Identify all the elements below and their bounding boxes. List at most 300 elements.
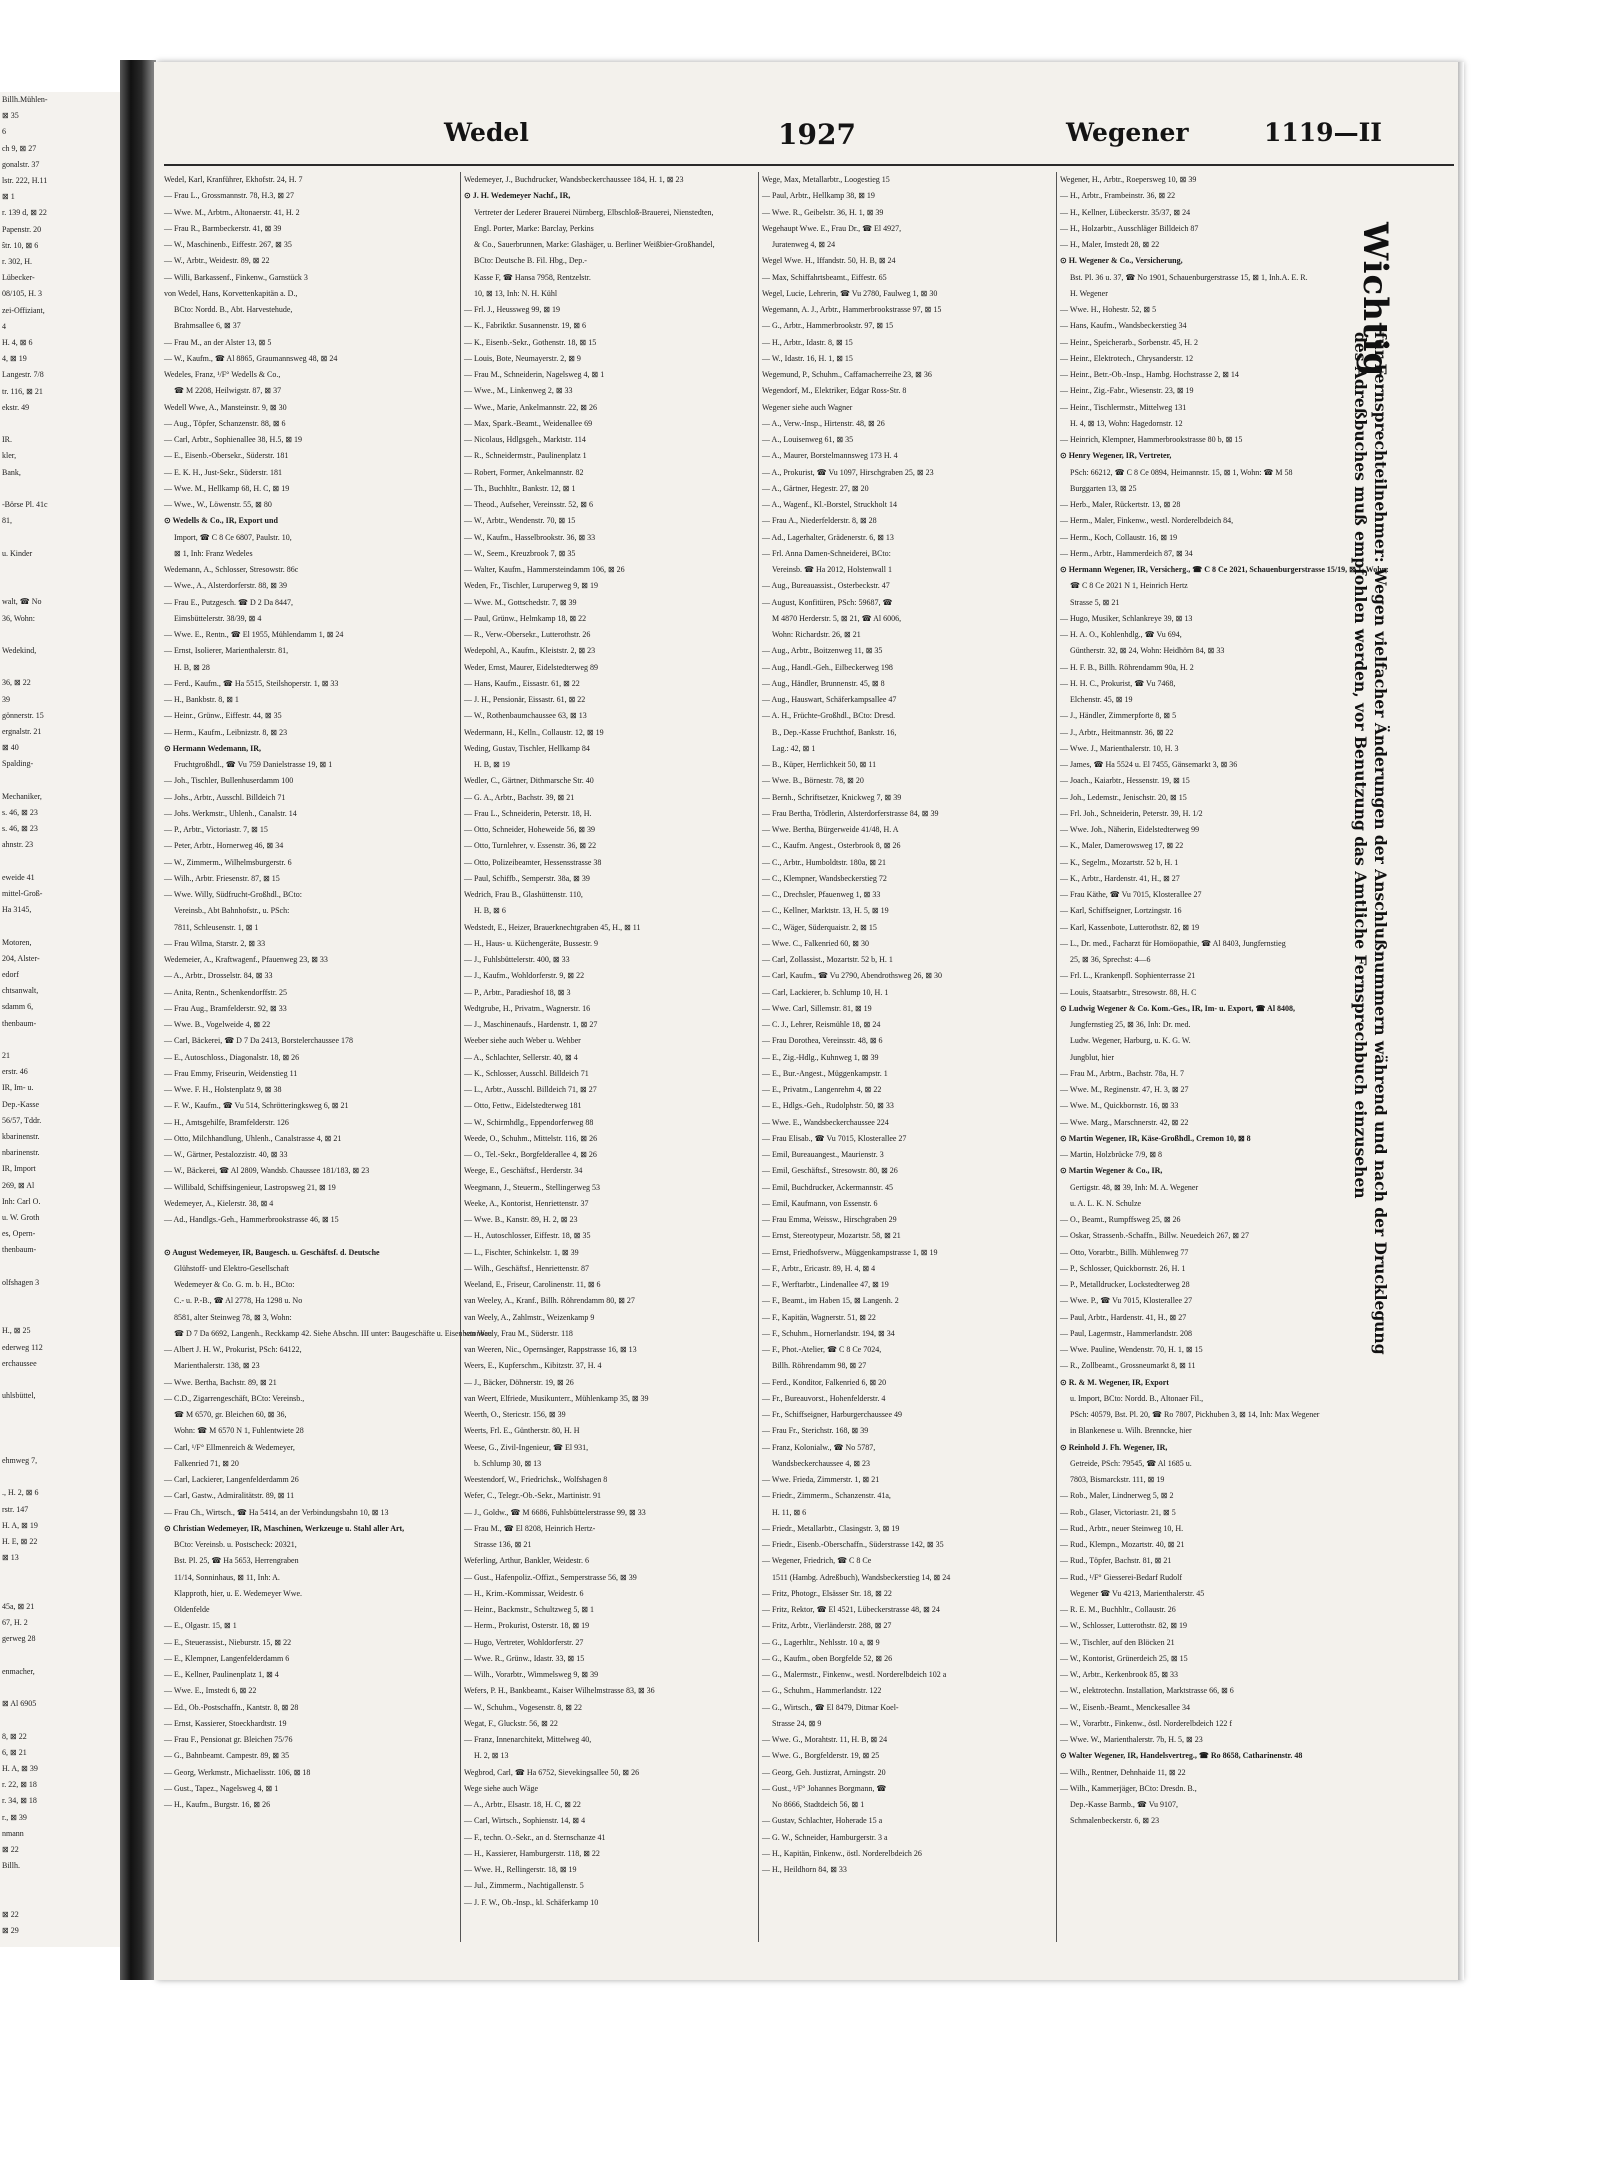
directory-entry: — Paul, Schiffb., Semperstr. 38a, ⊠ 39 — [464, 873, 590, 883]
directory-entry: — E., Olgastr. 15, ⊠ 1 — [164, 1621, 237, 1631]
directory-entry: — W., Kontorist, Grünerdeich 25, ⊠ 15 — [1060, 1653, 1188, 1663]
directory-entry: Weding, Gustav, Tischler, Hellkamp 84 — [464, 743, 590, 753]
directory-entry: — A., Wagenf., Kl.-Borstel, Struckholt 14 — [762, 500, 897, 509]
previous-page-line: rstr. 147 — [2, 1504, 29, 1514]
directory-entry: ⊙ Wedells & Co., IR, Export und — [164, 516, 278, 526]
directory-entry: — Emil, Geschäftsf., Stresowstr. 80, ⊠ 26 — [762, 1166, 898, 1176]
directory-entry: — B., Küper, Herrlichkeit 50, ⊠ 11 — [762, 760, 877, 769]
directory-entry: — Walter, Kaufm., Hammersteindamm 106, ⊠ 26 — [464, 565, 625, 574]
previous-page-line: ederweg 112 — [2, 1342, 43, 1352]
directory-entry: ⊙ Reinhold J. Fh. Wegener, IR, — [1060, 1442, 1168, 1452]
previous-page-line — [0, 659, 124, 675]
directory-entry: — A., Prokurist, ☎ Vu 1097, Hirschgraben 25, ⊠ 23 — [762, 467, 934, 477]
directory-entry: Wedell Wwe, A., Mansteinstr. 9, ⊠ 30 — [164, 402, 287, 412]
directory-entry: — J., Arbtr., Heitmannstr. 36, ⊠ 22 — [1060, 727, 1174, 737]
directory-entry: Klapproth, hier, u. E. Wedemeyer Wwe. — [174, 1588, 303, 1598]
directory-entry: Getreide, PSch: 79545, ☎ Al 1685 u. — [1070, 1458, 1192, 1468]
directory-entry: BCto: Vereinsb. u. Postscheck: 20321, — [174, 1540, 297, 1549]
previous-page-line: chtsanwalt, — [2, 986, 39, 996]
column-3 — [762, 172, 1054, 1942]
directory-entry: — Wwe., Marie, Ankelmannstr. 22, ⊠ 26 — [464, 402, 597, 412]
directory-entry: Wedtgrube, H., Privatm., Wagnerstr. 16 — [464, 1003, 591, 1013]
previous-page-line: u. Kinder — [2, 548, 33, 558]
previous-page-line: r. 302, H. — [2, 257, 32, 267]
directory-entry: — F., Phot.-Atelier, ☎ C 8 Ce 7024, — [762, 1345, 882, 1354]
directory-entry: b. Schlump 30, ⊠ 13 — [474, 1458, 542, 1468]
directory-entry: — Aug., Bureauassist., Osterbeckstr. 47 — [762, 581, 890, 591]
previous-page-line: erchaussee — [2, 1358, 37, 1368]
previous-page-line: Billh.Mühlen- — [2, 95, 48, 104]
directory-entry: — Karl, Schiffseigner, Lortzingstr. 16 — [1060, 906, 1182, 916]
directory-entry: — A., Verw.-Insp., Hirtenstr. 48, ⊠ 26 — [762, 418, 885, 428]
directory-entry: — Emil, Buchdrucker, Ackermannstr. 45 — [762, 1182, 893, 1192]
directory-entry: — Wwe. Marg., Marschnerstr. 42, ⊠ 22 — [1060, 1117, 1189, 1127]
previous-page-line: 4, ⊠ 19 — [2, 354, 27, 364]
previous-page-line: 08/105, H. 3 — [2, 289, 42, 299]
directory-entry: — F., Arbtr., Ericastr. 89, H. 4, ⊠ 4 — [762, 1263, 876, 1273]
directory-entry: — F., techn. O.-Sekr., an d. Sternschanze 41 — [464, 1832, 606, 1842]
directory-entry: Wegel Wwe. H., Iffandstr. 50, H. B, ⊠ 24 — [762, 256, 896, 266]
directory-entry: — Carl, Gastw., Admiralitätstr. 89, ⊠ 11 — [164, 1491, 295, 1501]
previous-page-line: ., H. 2, ⊠ 6 — [2, 1488, 39, 1498]
directory-entry: Weede, O., Schuhm., Mittelstr. 116, ⊠ 26 — [464, 1133, 598, 1143]
directory-entry: — Rud., Arbtr., neuer Steinweg 10, H. — [1060, 1523, 1184, 1533]
directory-entry: — Paul, Arbtr., Hardenstr. 41, H., ⊠ 27 — [1060, 1312, 1187, 1322]
directory-entry: — Georg, Geh. Justizrat, Arningstr. 20 — [762, 1767, 886, 1777]
previous-page-line — [0, 1404, 124, 1420]
directory-entry: — J. H., Pensionär, Eissastr. 61, ⊠ 22 — [464, 695, 586, 704]
directory-entry: Wedemann, A., Schlosser, Stresowstr. 86c — [164, 565, 299, 574]
directory-entry: — W., Seem., Kreuzbrook 7, ⊠ 35 — [464, 548, 576, 558]
directory-entry: — F., Beamt., im Haben 15, ⊠ Langenh. 2 — [762, 1296, 899, 1306]
directory-entry: — Aug., Arbtr., Boitzenweg 11, ⊠ 35 — [762, 646, 883, 656]
directory-entry: ⊙ R. & M. Wegener, IR, Export — [1060, 1377, 1169, 1387]
directory-entry: ⊙ Walter Wegener, IR, Handelsvertreg., ☎ Ro 8658, Catharinenstr. 48 — [1060, 1751, 1303, 1761]
directory-entry: 1511 (Hambg. Adreßbuch), Wandsbeckerstieg 14, ⊠ 24 — [772, 1572, 951, 1582]
directory-entry: — Friedr., Metallarbtr., Clasingstr. 3, ⊠ 19 — [762, 1523, 900, 1533]
directory-entry: — E., Kellner, Paulinenplatz 1, ⊠ 4 — [164, 1670, 279, 1679]
directory-entry: Weestendorf, W., Friedrichsk., Wolfshagen 8 — [464, 1475, 608, 1484]
directory-entry: — Carl, Kaufm., ☎ Vu 2790, Abendrothsweg 26, ⊠ 30 — [762, 971, 943, 981]
previous-page-line: -Börse Pl. 41c — [2, 500, 48, 510]
previous-page-line: kbarinenstr. — [2, 1132, 40, 1141]
directory-entry: — H. F. B., Billh. Röhrendamm 90a, H. 2 — [1060, 662, 1194, 672]
page-header — [194, 118, 1434, 158]
directory-entry: — Frau Emmy, Friseurin, Weidenstieg 11 — [164, 1068, 298, 1078]
directory-entry: — Willi, Barkassenf., Finkenw., Garnstück 3 — [164, 272, 308, 282]
directory-entry: ⊙ Henry Wegener, IR, Vertreter, — [1060, 451, 1172, 461]
directory-entry: — H., Heildhorn 84, ⊠ 33 — [762, 1865, 847, 1874]
previous-page-line: eweide 41 — [2, 872, 35, 882]
directory-entry: — Hugo, Musiker, Schlankreye 39, ⊠ 13 — [1060, 613, 1193, 623]
directory-entry: — Rob., Maler, Lindnerweg 5, ⊠ 2 — [1060, 1491, 1174, 1501]
book-gutter — [120, 60, 156, 1980]
directory-entry: Bst. Pl. 36 u. 37, ☎ No 1901, Schauenburgerstrasse 15, ⊠ 1, Inh.A. E. R. — [1070, 272, 1308, 282]
previous-page-line — [0, 578, 124, 594]
directory-entry: — Ad., Handlgs.-Geh., Hammerbrookstrasse 46, ⊠ 15 — [164, 1215, 339, 1224]
directory-entry: — Frau M., Arbtrn., Bachstr. 78a, H. 7 — [1060, 1068, 1184, 1078]
directory-entry: — J., Händler, Zimmerpforte 8, ⊠ 5 — [1060, 711, 1177, 721]
directory-entry: — Frl. J., Heussweg 99, ⊠ 19 — [464, 305, 561, 314]
previous-page-line: gonalstr. 37 — [2, 159, 40, 169]
directory-entry: — Louis, Staatsarbtr., Stresowstr. 88, H. C — [1060, 987, 1197, 997]
directory-entry: 8581, alter Steinweg 78, ⊠ 3, Wohn: — [174, 1312, 292, 1322]
previous-page-line — [0, 1874, 124, 1890]
directory-entry: — H., Arbtr., Idastr. 8, ⊠ 15 — [762, 337, 853, 347]
directory-entry: — K., Fabriktkr. Susannenstr. 19, ⊠ 6 — [464, 321, 587, 331]
previous-page-line: IR. — [2, 435, 12, 445]
directory-entry: — J. F. W., Ob.-Insp., kl. Schäferkamp 10 — [464, 1897, 599, 1907]
directory-entry: — Wwe. Willy, Südfrucht-Großhdl., BCto: — [164, 890, 302, 899]
directory-entry: — Ferd., Kaufm., ☎ Ha 5515, Steilshoperstr. 1, ⊠ 33 — [164, 678, 339, 688]
previous-page-line — [0, 1032, 124, 1048]
directory-entry: — Wwe. Carl, Sillemstr. 81, ⊠ 19 — [762, 1003, 872, 1013]
directory-entry: — Jul., Zimmerm., Nachtigallenstr. 5 — [464, 1881, 584, 1891]
directory-entry: — Franz, Kolonialw., ☎ No 5787, — [762, 1442, 876, 1452]
directory-entry: — Carl, Arbtr., Sophienallee 38, H.5, ⊠ 19 — [164, 435, 303, 444]
directory-entry: — H., Kellner, Lübeckerstr. 35/37, ⊠ 24 — [1060, 207, 1191, 217]
previous-page-line: H. E, ⊠ 22 — [2, 1537, 38, 1547]
previous-page-line: 4 — [2, 321, 6, 331]
directory-entry: — E., Hdlgs.-Geh., Rudolphstr. 50, ⊠ 33 — [762, 1101, 894, 1111]
previous-page-line: 204, Alster- — [2, 953, 40, 963]
directory-entry: ⊠ 1, Inh: Franz Wedeles — [174, 548, 253, 558]
directory-entry: — F., Werftarbtr., Lindenallee 47, ⊠ 19 — [762, 1280, 889, 1289]
directory-entry: — Carl, Lackierer, b. Schlump 10, H. 1 — [762, 987, 889, 997]
directory-entry: — A., Arbtr., Drosselstr. 84, ⊠ 33 — [164, 971, 273, 981]
directory-entry: — Herm., Kaufm., Leibnizstr. 8, ⊠ 23 — [164, 727, 288, 737]
previous-page-line: 56/57, Tddr. — [2, 1115, 42, 1125]
directory-entry: Jungblut, hier — [1070, 1052, 1114, 1062]
previous-page-line: olfshagen 3 — [2, 1277, 40, 1287]
directory-entry: — Wilh., Geschäftsf., Henriettenstr. 87 — [464, 1263, 590, 1273]
directory-entry: — Frau E., Putzgesch. ☎ D 2 Da 8447, — [164, 597, 294, 607]
directory-entry: — F. W., Kaufm., ☎ Vu 514, Schrötteringksweg 6, ⊠ 21 — [164, 1101, 349, 1111]
directory-entry: — H., Arbtr., Frambeinstr. 36, ⊠ 22 — [1060, 191, 1176, 201]
directory-entry: — Theod., Aufseher, Vereinsstr. 52, ⊠ 6 — [464, 500, 593, 509]
directory-entry: — J., Maschinenaufs., Hardenstr. 1, ⊠ 27 — [464, 1020, 598, 1029]
previous-page-line: thenbaum- — [2, 1245, 37, 1255]
vertical-notice — [1336, 222, 1406, 1702]
directory-entry: — Wwe. B., Börnestr. 78, ⊠ 20 — [762, 776, 864, 786]
previous-page-line: walt, ☎ No — [2, 597, 42, 607]
directory-entry: H. 4, ⊠ 13, Wohn: Hagedornstr. 12 — [1070, 418, 1183, 428]
directory-entry: — O., Tel.-Sekr., Borgfelderallee 4, ⊠ 26 — [464, 1150, 597, 1159]
directory-entry: 11/14, Sonninhaus, ⊠ 11, Inh: A. — [174, 1572, 280, 1582]
directory-entry: Wegemann, A. J., Arbtr., Hammerbrookstrasse 97, ⊠ 15 — [762, 305, 942, 314]
directory-entry: Weerts, Frl. E., Güntherstr. 80, H. H — [464, 1426, 580, 1436]
directory-entry: Strasse 5, ⊠ 21 — [1070, 597, 1120, 607]
previous-page-line: Ha 3145, — [2, 905, 32, 915]
directory-entry: — Frau A., Niederfelderstr. 8, ⊠ 28 — [762, 516, 877, 526]
directory-entry: Wegat, F., Gluckstr. 56, ⊠ 22 — [464, 1718, 558, 1728]
directory-entry: — Frau L., Grossmannstr. 78, H.3, ⊠ 27 — [164, 191, 295, 201]
directory-entry: Oldenfelde — [174, 1605, 210, 1614]
directory-entry: — H., Kaufm., Burgstr. 16, ⊠ 26 — [164, 1800, 271, 1809]
directory-entry: 25, ⊠ 36, Sprechst: 4—6 — [1070, 955, 1151, 964]
directory-entry: — W., Tischler, auf den Blöcken 21 — [1060, 1637, 1175, 1647]
directory-entry: Wedrich, Frau B., Glashüttenstr. 110, — [464, 890, 583, 899]
directory-entry: Weferling, Arthur, Bankler, Weidestr. 6 — [464, 1556, 590, 1566]
directory-entry: PSch: 66212, ☎ C 8 Ce 0894, Heimannstr. 15, ⊠ 1, Wohn: ☎ M 58 — [1070, 467, 1293, 477]
directory-entry: — Wwe., A., Alsterdorferstr. 88, ⊠ 39 — [164, 581, 287, 591]
directory-entry: — Wwe. G., Morahtstr. 11, H. B, ⊠ 24 — [762, 1735, 888, 1744]
previous-page-line — [0, 1259, 124, 1275]
directory-entry: — Paul, Arbtr., Hellkamp 38, ⊠ 19 — [762, 191, 875, 201]
directory-entry: — Herm., Maler, Finkenw., westl. Norderelbdeich 84, — [1060, 516, 1234, 526]
directory-entry: — Wwe. Bertha, Bachstr. 89, ⊠ 21 — [164, 1377, 277, 1387]
previous-page-line: ekstr. 49 — [2, 402, 30, 412]
directory-entry: Fruchtgroßhdl., ☎ Vu 759 Danielstrasse 19, ⊠ 1 — [174, 760, 333, 769]
previous-page-line: Spalding- — [2, 759, 34, 769]
directory-entry: C.- u. P.-B., ☎ Al 2778, Ha 1298 u. No — [174, 1296, 303, 1306]
directory-entry: Kasse F, ☎ Hansa 7958, Rentzelstr. — [474, 272, 591, 282]
directory-entry: Import, ☎ C 8 Ce 6807, Paulstr. 10, — [174, 532, 292, 542]
directory-entry: — Heinr., Tischlermstr., Mittelweg 131 — [1060, 402, 1187, 412]
directory-entry: — G., Schuhm., Hammerlandstr. 122 — [762, 1686, 882, 1696]
directory-entry: ☎ C 8 Ce 2021 N 1, Heinrich Hertz — [1070, 581, 1188, 591]
directory-entry: — G., Arbtr., Hammerbrookstr. 97, ⊠ 15 — [762, 321, 894, 331]
directory-entry: Engl. Porter, Marke: Barclay, Perkins — [474, 223, 594, 233]
directory-entry: ⊙ Hermann Wedemann, IR, — [164, 743, 262, 753]
directory-entry: — K., Schlosser, Ausschl. Billdeich 71 — [464, 1068, 589, 1078]
directory-entry: — Frau M., ☎ El 8208, Heinrich Hertz- — [464, 1523, 596, 1533]
directory-entry: — Wwe. M., Hellkamp 68, H. C, ⊠ 19 — [164, 483, 290, 493]
previous-page-line — [0, 1291, 124, 1307]
directory-entry: — Emil, Bureauangest., Maurienstr. 3 — [762, 1150, 884, 1159]
directory-entry: — Frau Elisab., ☎ Vu 7015, Klosterallee 27 — [762, 1133, 907, 1143]
directory-entry: — Frau Aug., Bramfelderstr. 92, ⊠ 33 — [164, 1003, 287, 1013]
directory-entry: — C. J., Lehrer, Reismühle 18, ⊠ 24 — [762, 1020, 881, 1029]
directory-entry: — Herm., Koch, Collaustr. 16, ⊠ 19 — [1060, 532, 1178, 542]
directory-entry: — Emil, Kaufmann, von Essenstr. 6 — [762, 1198, 878, 1208]
directory-entry: — W., elektrotechn. Installation, Marktstrasse 66, ⊠ 6 — [1060, 1686, 1234, 1696]
previous-page-line: tr. 116, ⊠ 21 — [2, 386, 43, 396]
directory-entry: ☎ M 2208, Heilwigstr. 87, ⊠ 37 — [174, 386, 282, 396]
directory-entry: van Weeren, Nic., Opernsänger, Rappstrasse 16, ⊠ 13 — [464, 1345, 637, 1354]
directory-entry: — Nicolaus, Hdlgsgeh., Marktstr. 114 — [464, 435, 586, 444]
directory-entry: van Weely, A., Zahlmstr., Weizenkamp 9 — [464, 1312, 595, 1322]
previous-page-line — [0, 562, 124, 578]
directory-entry: — H., Amtsgehilfe, Bramfelderstr. 126 — [164, 1117, 289, 1127]
directory-entry: — Aug., Händler, Brunnenstr. 45, ⊠ 8 — [762, 678, 885, 688]
directory-entry: Wedemeier, A., Kraftwagenf., Pfauenweg 23, ⊠ 33 — [164, 955, 328, 964]
previous-page-line: IR, Im- u. — [2, 1083, 34, 1093]
directory-entry: — Wwe. M., Quickbornstr. 16, ⊠ 33 — [1060, 1101, 1179, 1111]
directory-entry: Wedemeyer & Co. G. m. b. H., BCto: — [174, 1280, 295, 1289]
previous-page-line: 269, ⊠ Al — [2, 1180, 35, 1190]
directory-entry: — H., Holzarbtr., Ausschläger Billdeich 87 — [1060, 223, 1199, 233]
previous-page-line: 8, ⊠ 22 — [2, 1731, 27, 1741]
directory-entry: — Otto, Fettw., Eidelstedterweg 181 — [464, 1101, 582, 1111]
previous-page-line: lstr. 222, H.11 — [2, 176, 48, 186]
previous-page-line: H. 4, ⊠ 6 — [2, 338, 33, 348]
directory-entry: — W., Maschinenb., Eiffestr. 267, ⊠ 35 — [164, 240, 292, 249]
directory-entry: Weeke, A., Kontorist, Henriettenstr. 37 — [464, 1198, 589, 1208]
directory-entry: Wegbrod, Carl, ☎ Ha 6752, Sievekingsallee 50, ⊠ 26 — [464, 1767, 640, 1777]
directory-entry: — Frau F., Pensionat gr. Bleichen 75/76 — [164, 1735, 293, 1744]
page-number: 1119—II — [1264, 118, 1382, 147]
directory-entry: — Wwe. B., Kanstr. 89, H. 2, ⊠ 23 — [464, 1215, 578, 1224]
previous-page-line — [0, 1307, 124, 1323]
directory-entry: — Frl. L., Krankenpfl. Sophienterrasse 21 — [1060, 971, 1196, 981]
directory-entry: Wohn: Richardstr. 26, ⊠ 21 — [772, 630, 861, 639]
directory-entry: — H., Kassierer, Hamburgerstr. 118, ⊠ 22 — [464, 1848, 600, 1858]
directory-entry: — O., Beamt., Rumpffsweg 25, ⊠ 26 — [1060, 1215, 1181, 1224]
directory-entry — [164, 1228, 456, 1244]
directory-entry: Strasse 24, ⊠ 9 — [772, 1718, 822, 1728]
column-2 — [464, 172, 756, 1942]
directory-entry: — Ernst, Isolierer, Marienthalerstr. 81, — [164, 646, 289, 656]
directory-entry: — K., Segelm., Mozartstr. 52 b, H. 1 — [1060, 857, 1179, 867]
directory-entry: — E. K. H., Just-Sekr., Süderstr. 181 — [164, 467, 282, 477]
previous-page-line: 81, — [2, 516, 12, 526]
directory-entry: — Fritz, Photogr., Elsässer Str. 18, ⊠ 22 — [762, 1588, 892, 1598]
previous-page-line: gönnerstr. 15 — [2, 710, 44, 720]
directory-entry: — Albert J. H. W., Prokurist, PSch: 64122, — [164, 1345, 302, 1354]
directory-entry: — Otto, Polizeibeamter, Hessensstrasse 38 — [464, 857, 602, 867]
directory-entry: — Wwe. J., Marienthalerstr. 10, H. 3 — [1060, 743, 1179, 753]
previous-page-line — [0, 1437, 124, 1453]
directory-entry: — E., Eisenb.-Obersekr., Süderstr. 181 — [164, 451, 289, 461]
directory-entry: — Robert, Former, Ankelmannstr. 82 — [464, 467, 584, 477]
directory-entry: Brahmsallee 6, ⊠ 37 — [174, 321, 241, 331]
previous-page-line: thenbaum- — [2, 1018, 37, 1028]
directory-entry: Wefer, C., Telegr.-Ob.-Sekr., Martinistr. 91 — [464, 1491, 601, 1501]
directory-entry: — C., Kaufm. Angest., Osterbrook 8, ⊠ 26 — [762, 841, 901, 851]
directory-entry: — W., Arbtr., Wendenstr. 70, ⊠ 15 — [464, 516, 576, 526]
directory-entry: — Wwe. B., Vogelweide 4, ⊠ 22 — [164, 1020, 271, 1029]
directory-entry: BCto: Nordd. B., Abt. Harvestehude, — [174, 305, 293, 314]
directory-entry: — Franz, Innenarchitekt, Mittelweg 40, — [464, 1735, 592, 1744]
previous-page-fragment — [0, 92, 124, 1947]
directory-entry: — W., Arbtr., Kerkenbrook 85, ⊠ 33 — [1060, 1670, 1179, 1679]
directory-entry: — G., Bahnbeamt. Campestr. 89, ⊠ 35 — [164, 1751, 290, 1761]
directory-entry: — C.D., Zigarrengeschäft, BCto: Vereinsb., — [164, 1393, 305, 1403]
directory-entry: — W., Kaufm., ☎ Al 8865, Graumannsweg 48, ⊠ 24 — [164, 353, 338, 363]
directory-entry: — Joach., Kaiarbtr., Hessenstr. 19, ⊠ 15 — [1060, 776, 1190, 786]
directory-entry: — Carl, Zollassist., Mozartstr. 52 b, H. 1 — [762, 955, 893, 964]
directory-entry: ⊙ Martin Wegener & Co., IR, — [1060, 1166, 1163, 1176]
directory-entry: Strasse 136, ⊠ 21 — [474, 1540, 532, 1549]
directory-entry: — Wwe. P., ☎ Vu 7015, Klosterallee 27 — [1060, 1296, 1193, 1306]
directory-entry: — Wilh., Vorarbtr., Wimmelsweg 9, ⊠ 39 — [464, 1670, 599, 1679]
previous-page-line: Langestr. 7/8 — [2, 370, 44, 380]
directory-entry: — R., Verw.-Obersekr., Lutterothstr. 26 — [464, 630, 591, 639]
directory-entry: Wedel, Karl, Kranführer, Ekhofstr. 24, H. 7 — [164, 175, 303, 184]
directory-entry: — Rud., Klempn., Mozartstr. 40, ⊠ 21 — [1060, 1540, 1185, 1549]
column-divider — [460, 172, 461, 1942]
previous-page-line: kler, — [2, 451, 17, 461]
directory-entry: — James, ☎ Ha 5524 u. El 7455, Gänsemarkt 3, ⊠ 36 — [1060, 760, 1238, 769]
directory-entry: — Rob., Glaser, Victoriastr. 21, ⊠ 5 — [1060, 1507, 1176, 1517]
directory-entry: — J., Kaufm., Wohldorferstr. 9, ⊠ 22 — [464, 971, 585, 981]
directory-entry: — Otto, Milchhandlung, Uhlenh., Canalstrasse 4, ⊠ 21 — [164, 1133, 342, 1143]
previous-page-line: 6 — [2, 127, 6, 137]
directory-entry: Wegehaupt Wwe. E., Frau Dr., ☎ El 4927, — [762, 223, 902, 233]
previous-page-line — [0, 773, 124, 789]
previous-page-line: Lübecker- — [2, 273, 35, 283]
directory-entry: — W., Idastr. 16, H. 1, ⊠ 15 — [762, 353, 853, 363]
directory-entry: ⊙ Hermann Wegener, IR, Versicherg., ☎ C 8 Ce 2021, Schauenburgerstrasse 15/19, ⊠ 1, Wohn: — [1060, 565, 1389, 574]
previous-page-line: 45a, ⊠ 21 — [2, 1601, 35, 1611]
directory-entry: B., Dep.-Kasse Fruchthof, Bankstr. 16, — [772, 727, 897, 737]
directory-entry: — Frau Emma, Weissw., Hirschgraben 29 — [762, 1215, 897, 1224]
directory-entry: — Wilh., Kammerjäger, BCto: Dresdn. B., — [1060, 1783, 1197, 1793]
directory-entry: — A., Arbtr., Elsastr. 18, H. C, ⊠ 22 — [464, 1800, 581, 1809]
directory-entry: — H., Maler, Imstedt 28, ⊠ 22 — [1060, 240, 1160, 249]
header-year: 1927 — [778, 118, 856, 151]
previous-page-line: 36, ⊠ 22 — [2, 678, 31, 688]
directory-entry: Gertigstr. 48, ⊠ 39, Inh: M. A. Wegener — [1070, 1182, 1199, 1192]
directory-entry: — L., Dr. med., Facharzt für Homöopathie, ☎ Al 8403, Jungfernstieg — [1060, 938, 1286, 948]
directory-entry: — Wwe. R., Grünw., Idastr. 33, ⊠ 15 — [464, 1653, 585, 1663]
directory-entry: — Aug., Hauswart, Schäferkampsallee 47 — [762, 695, 897, 704]
directory-entry: — Heinr., Speicherarb., Sorbenstr. 45, H. 2 — [1060, 337, 1198, 347]
directory-entry: — W., Arbtr., Weidestr. 89, ⊠ 22 — [164, 256, 270, 266]
directory-entry: — C., Kellner, Marktstr. 13, H. 5, ⊠ 19 — [762, 906, 889, 916]
directory-entry: — Joh., Tischler, Bullenhuserdamm 100 — [164, 776, 294, 786]
previous-page-line: r. 22, ⊠ 18 — [2, 1780, 37, 1790]
previous-page-line: Wedekind, — [2, 645, 37, 655]
previous-page-line: 67, H. 2 — [2, 1618, 28, 1628]
directory-entry: — Ferd., Konditor, Falkenried 6, ⊠ 20 — [762, 1377, 887, 1387]
directory-entry: — Hans, Kaufm., Eissastr. 61, ⊠ 22 — [464, 678, 580, 688]
directory-entry: — Wwe. H., Hohestr. 52, ⊠ 5 — [1060, 305, 1157, 314]
previous-page-line — [0, 1583, 124, 1599]
previous-page-line — [0, 416, 124, 432]
directory-entry: — W., Rothenbaumchaussee 63, ⊠ 13 — [464, 711, 587, 721]
directory-entry: — J., Fuhlsbüttelerstr. 400, ⊠ 33 — [464, 955, 570, 964]
previous-page-line: ch 9, ⊠ 27 — [2, 143, 37, 153]
previous-page-line — [0, 1566, 124, 1582]
header-last-entry: Wegener — [1066, 118, 1189, 147]
directory-entry: Weeber siehe auch Weber u. Wehber — [464, 1036, 581, 1046]
previous-page-line — [0, 627, 124, 643]
directory-entry: Lag.: 42, ⊠ 1 — [772, 743, 816, 753]
directory-entry: Wedemeyer, A., Kielerstr. 38, ⊠ 4 — [164, 1198, 274, 1208]
previous-page-line: erstr. 46 — [2, 1067, 28, 1077]
directory-entry: Glühstoff- und Elektro-Gesellschaft — [174, 1263, 289, 1273]
directory-entry: H. B, ⊠ 19 — [474, 760, 510, 769]
directory-entry: — G. A., Arbtr., Bachstr. 39, ⊠ 21 — [464, 792, 575, 802]
directory-entry: Wegendorf, M., Elektriker, Edgar Ross-Str. 8 — [762, 386, 907, 396]
notice-line-1: für Fernsprechteilnehmer: Wegen vielfacher Änderungen der Anschlußnummern während und nach der Drucklegung — [1371, 332, 1390, 1355]
directory-entry: — Carl, ¹/F° Ellmenreich & Wedemeyer, — [164, 1442, 295, 1452]
previous-page-line: 36, Wohn: — [2, 613, 35, 623]
directory-entry: — Aug., Handl.-Geh., Eilbeckerweg 198 — [762, 662, 893, 672]
directory-entry: ⊙ Ludwig Wegener & Co. Kom.-Ges., IR, Im- u. Export, ☎ Al 8408, — [1060, 1003, 1296, 1013]
column-divider — [758, 172, 759, 1942]
directory-entry: — G., Wirtsch., ☎ El 8479, Ditmar Koel- — [762, 1702, 899, 1712]
directory-entry: Güntherstr. 32, ⊠ 24, Wohn: Heidhörn 84, ⊠ 33 — [1070, 646, 1225, 656]
directory-entry: No 8666, Stadtdeich 56, ⊠ 1 — [772, 1800, 865, 1809]
previous-page-line — [0, 1421, 124, 1437]
previous-page-line: Papenstr. 20 — [2, 224, 42, 234]
directory-entry: — Wwe. Joh., Näherin, Eidelstedterweg 99 — [1060, 825, 1200, 834]
directory-entry: — E., Zig.-Hdlg., Kuhnweg 1, ⊠ 39 — [762, 1052, 879, 1062]
directory-entry: — Ed., Ob.-Postschaffn., Kantstr. 8, ⊠ 28 — [164, 1702, 299, 1712]
directory-entry: Juratenweg 4, ⊠ 24 — [772, 240, 836, 249]
directory-entry: — Bernh., Schriftsetzer, Knickweg 7, ⊠ 39 — [762, 792, 902, 802]
directory-entry: ⊙ Christian Wedemeyer, IR, Maschinen, Werkzeuge u. Stahl aller Art, — [164, 1523, 405, 1533]
previous-page-line: enmacher, — [2, 1666, 35, 1676]
directory-entry: — C., Klempner, Wandsbeckerstieg 72 — [762, 873, 887, 883]
directory-entry: — Frau M., Schneiderin, Nagelsweg 4, ⊠ 1 — [464, 370, 605, 379]
directory-entry: — Wilh., Rentner, Dehnhaide 11, ⊠ 22 — [1060, 1767, 1186, 1777]
directory-entry: — W., Gärtner, Pestalozzistr. 40, ⊠ 33 — [164, 1150, 288, 1159]
directory-entry: van Weeley, A., Kranf., Billh. Röhrendamm 80, ⊠ 27 — [464, 1296, 635, 1306]
